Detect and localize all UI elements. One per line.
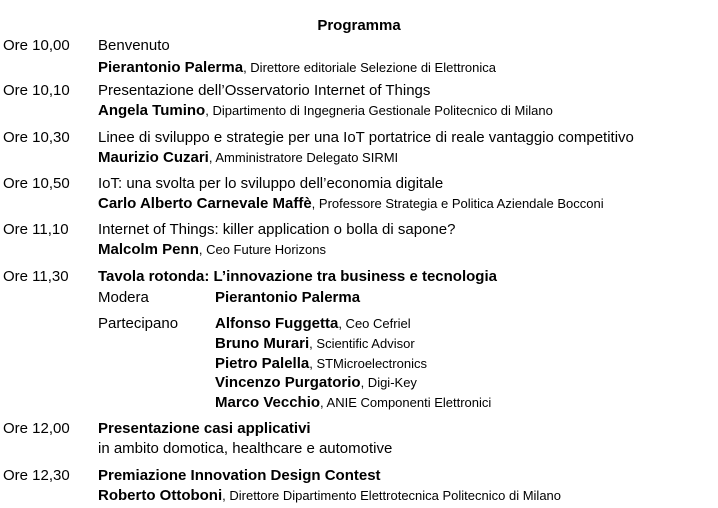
agenda-topic: IoT: una svolta per lo sviluppo dell’economia digitale [98, 175, 444, 192]
participant-role: , Ceo Cefriel [338, 316, 411, 331]
agenda-time: Ore 11,30 [3, 268, 69, 285]
speaker-name: Roberto Ottoboni [98, 487, 223, 504]
participant-name: Alfonso Fuggetta [215, 315, 339, 332]
participants-label: Partecipano [98, 315, 179, 332]
agenda-content [98, 175, 604, 213]
award-speaker [98, 487, 561, 505]
agenda-time: Ore 10,30 [3, 129, 70, 146]
agenda-time: Ore 11,10 [3, 221, 69, 238]
program-title: Programma [317, 17, 401, 34]
cases-title: Presentazione casi applicativi [98, 420, 311, 437]
agenda-speaker [98, 195, 604, 213]
speaker-name: Maurizio Cuzari [98, 149, 209, 166]
agenda-topic: Linee di sviluppo e strategie per una IoT portatrice di reale vantaggio competitivo [98, 129, 634, 146]
participant [215, 355, 427, 373]
participant [215, 374, 417, 392]
agenda-topic: Benvenuto [98, 37, 170, 54]
participant-name: Bruno Murari [215, 335, 310, 352]
participant [215, 335, 415, 353]
agenda-time: Ore 10,50 [3, 175, 70, 192]
participant-role: , STMicroelectronics [309, 356, 427, 371]
agenda-content [98, 129, 634, 167]
moderator-label: Modera [98, 289, 149, 306]
speaker-role: , Ceo Future Horizons [198, 242, 327, 257]
agenda-time: Ore 12,00 [3, 420, 70, 437]
participant-role: , Scientific Advisor [309, 336, 415, 351]
speaker-name: Carlo Alberto Carnevale Maffè [98, 195, 312, 212]
speaker-role: , Direttore Dipartimento Elettrotecnica Politecnico di Milano [222, 488, 562, 503]
moderator-name: Pierantonio Palerma [215, 289, 361, 306]
participant-name: Pietro Palella [215, 355, 310, 372]
agenda-topic: Internet of Things: killer application o bolla di sapone? [98, 221, 456, 238]
agenda-speaker [98, 149, 634, 167]
agenda-content [98, 37, 496, 77]
speaker-role: , Professore Strategia e Politica Aziendale Bocconi [311, 196, 604, 211]
agenda-speaker [98, 241, 455, 259]
agenda-content [98, 221, 455, 259]
agenda-topic: Presentazione dell’Osservatorio Internet of Things [98, 82, 431, 99]
roundtable-title: Tavola rotonda: L’innovazione tra business e tecnologia [98, 268, 497, 285]
cases-subtitle: in ambito domotica, healthcare e automotive [98, 440, 393, 457]
speaker-name: Pierantonio Palerma [98, 59, 244, 76]
participant-name: Vincenzo Purgatorio [215, 374, 361, 391]
speaker-name: Angela Tumino [98, 102, 206, 119]
agenda-speaker [98, 102, 553, 120]
agenda-content [98, 82, 553, 120]
participant [215, 315, 411, 333]
agenda-speaker [98, 59, 496, 77]
speaker-role: , Direttore editoriale Selezione di Elettronica [243, 60, 496, 75]
speaker-role: , Dipartimento di Ingegneria Gestionale Politecnico di Milano [205, 103, 553, 118]
award-title: Premiazione Innovation Design Contest [98, 467, 381, 484]
participant [215, 394, 491, 412]
award-content [98, 467, 561, 505]
speaker-name: Malcolm Penn [98, 241, 199, 258]
agenda-time: Ore 10,10 [3, 82, 70, 99]
cases-content [98, 420, 392, 458]
agenda-time: Ore 10,00 [3, 37, 70, 54]
participant-role: , Digi-Key [360, 375, 417, 390]
participant-name: Marco Vecchio [215, 394, 321, 411]
speaker-role: , Amministratore Delegato SIRMI [208, 150, 399, 165]
participant-role: , ANIE Componenti Elettronici [320, 395, 492, 410]
agenda-time: Ore 12,30 [3, 467, 70, 484]
